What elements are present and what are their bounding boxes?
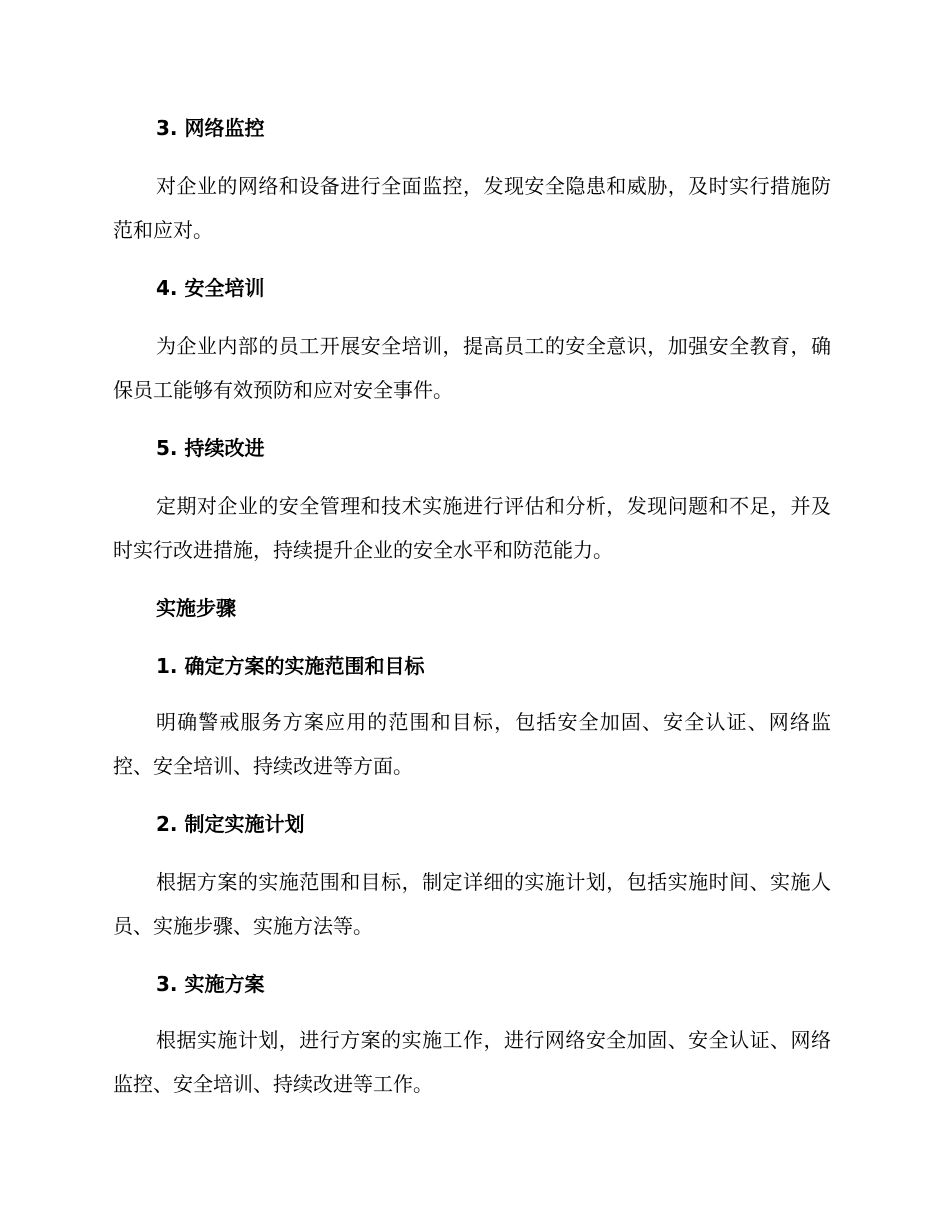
paragraph-network-monitoring: 对企业的网络和设备进行全面监控，发现安全隐患和威胁，及时实行措施防范和应对。: [113, 174, 831, 242]
section-heading-implementation-steps: 实施步骤: [156, 596, 236, 620]
paragraph-implement: 根据实施计划，进行方案的实施工作，进行网络安全加固、安全认证、网络监控、安全培训、持续改进等工作。: [113, 1028, 831, 1096]
paragraph-security-training: 为企业内部的员工开展安全培训，提高员工的安全意识，加强安全教育，确保员工能够有效预防和应对安全事件。: [113, 334, 831, 402]
paragraph-define-scope: 明确警戒服务方案应用的范围和目标，包括安全加固、安全认证、网络监控、安全培训、持续改进等方面。: [113, 710, 831, 778]
paragraph-continuous-improvement: 定期对企业的安全管理和技术实施进行评估和分析，发现问题和不足，并及时实行改进措施，持续提升企业的安全水平和防范能力。: [113, 494, 831, 562]
step-heading-implement: 3. 实施方案: [156, 972, 265, 996]
paragraph-make-plan: 根据方案的实施范围和目标，制定详细的实施计划，包括实施时间、实施人员、实施步骤、实施方法等。: [113, 870, 831, 938]
step-heading-define-scope: 1. 确定方案的实施范围和目标: [156, 654, 425, 678]
step-heading-make-plan: 2. 制定实施计划: [156, 812, 305, 836]
section-heading-network-monitoring: 3. 网络监控: [156, 116, 265, 140]
section-heading-security-training: 4. 安全培训: [156, 276, 265, 300]
section-heading-continuous-improvement: 5. 持续改进: [156, 436, 265, 460]
